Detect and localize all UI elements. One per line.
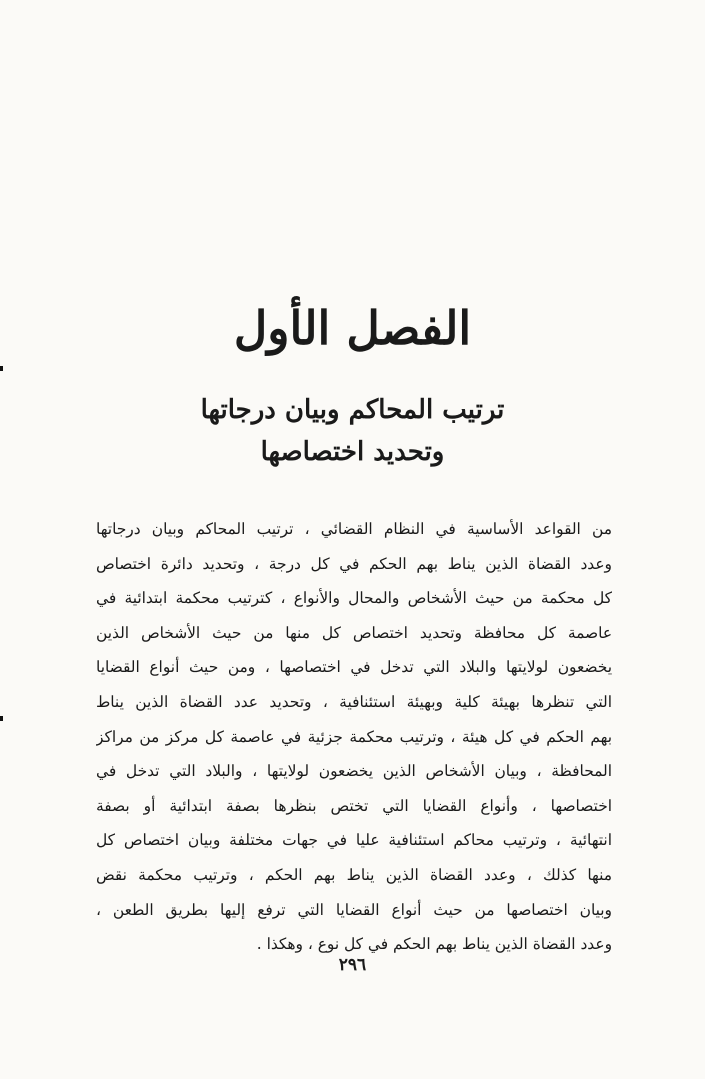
paragraph-line: عاصمة كل محافظة وتحديد اختصاص كل منها من حيث الأشخاص الذين [96, 623, 612, 642]
paragraph-line: وعدد القضاة الذين يناط بهم الحكم في كل نوع ، وهكذا . [256, 935, 612, 954]
paragraph-line: التي تنظرها بهيئة كلية وبهيئة استئنافية ، وتحديد عدد القضاة الذين يناط [96, 692, 612, 711]
body-paragraph [96, 512, 612, 962]
paragraph-line: من القواعد الأساسية في النظام القضائي ، ترتيب المحاكم وبيان درجاتها [96, 520, 612, 538]
paragraph-line: بهم الحكم في كل هيئة ، وترتيب محكمة جزئية في عاصمة كل مركز من مراكز [96, 727, 612, 746]
paragraph-line: يخضعون لولايتها والبلاد التي تدخل في اختصاصها ، ومن حيث أنواع القضايا [96, 658, 612, 677]
paragraph-line: المحافظة ، وبيان الأشخاص الذين يخضعون لولايتها ، والبلاد التي تدخل في [96, 762, 612, 781]
paragraph-line: كل محكمة من حيث الأشخاص والمحال والأنواع ، كترتيب محكمة ابتدائية في [96, 589, 612, 608]
paragraph-line: منها كذلك ، وعدد القضاة الذين يناط بهم الحكم ، وترتيب محكمة نقض [96, 865, 612, 884]
page-number: ٢٩٦ [338, 955, 367, 975]
chapter-subtitle-line-1: ترتيب المحاكم وبيان درجاتها [200, 395, 505, 425]
paragraph-line: وعدد القضاة الذين يناط بهم الحكم في كل درجة ، وتحديد دائرة اختصاص [96, 554, 612, 573]
paragraph-line: اختصاصها ، وأنواع القضايا التي تختص بنظرها بصفة ابتدائية أو بصفة [96, 796, 612, 815]
margin-mark [0, 366, 3, 371]
paragraph-line: وبيان اختصاصها من حيث أنواع القضايا التي ترفع إليها بطريق الطعن ، [96, 900, 612, 919]
chapter-title: الفصل الأول [233, 301, 472, 355]
margin-mark [0, 716, 3, 721]
chapter-subtitle-line-2: وتحديد اختصاصها [260, 437, 445, 467]
paragraph-line: انتهائية ، وترتيب محاكم استئنافية عليا في جهات مختلفة وبيان اختصاص كل [96, 831, 612, 850]
